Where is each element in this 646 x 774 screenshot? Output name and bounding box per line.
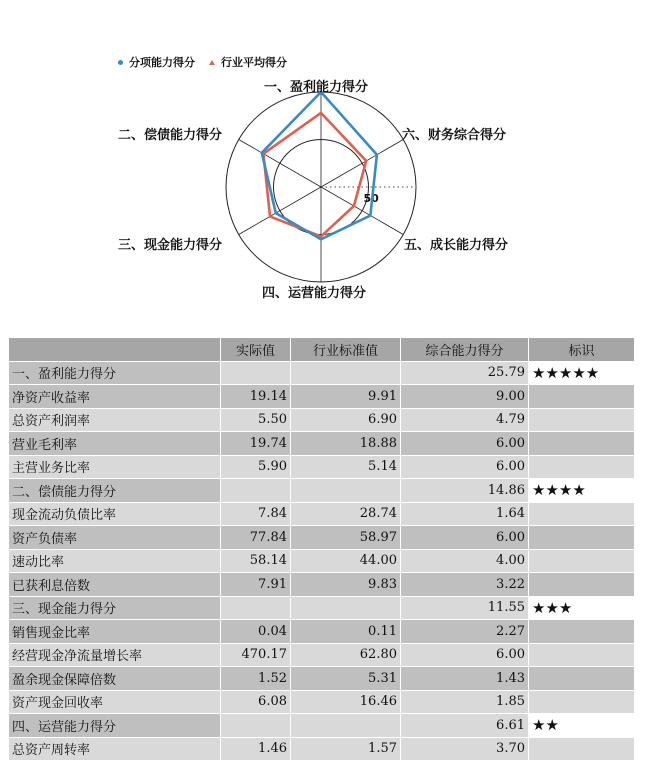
table-row [9, 620, 635, 644]
cell-name: 一、盈利能力得分 [9, 361, 221, 385]
cell-stars [529, 643, 635, 667]
cell-score: 14.86 [401, 479, 529, 503]
cell-actual [221, 596, 291, 620]
header-name [9, 338, 221, 362]
cell-score: 6.00 [401, 455, 529, 479]
cell-name: 现金流动负债比率 [9, 502, 221, 526]
axis-spoke-5 [239, 140, 321, 188]
cell-name: 二、偿债能力得分 [9, 479, 221, 503]
header-actual: 实际值 [221, 338, 291, 362]
cell-score: 1.43 [401, 667, 529, 691]
cell-stars [529, 737, 635, 761]
cell-score: 11.55 [401, 596, 529, 620]
cell-name: 净资产收益率 [9, 385, 221, 409]
score-table [8, 337, 635, 761]
cell-name: 三、现金能力得分 [9, 596, 221, 620]
axis-label-1: 六、财务综合得分 [402, 128, 507, 143]
cell-actual: 19.14 [221, 385, 291, 409]
cell-actual: 7.84 [221, 502, 291, 526]
header-score: 综合能力得分 [401, 338, 529, 362]
cell-score: 6.00 [401, 432, 529, 456]
cell-stars: ★★ [529, 714, 635, 738]
cell-score: 4.00 [401, 549, 529, 573]
cell-stars [529, 408, 635, 432]
table-row [9, 690, 635, 714]
cell-actual: 5.50 [221, 408, 291, 432]
axis-spoke-2 [321, 187, 403, 235]
cell-name: 销售现金比率 [9, 620, 221, 644]
cell-score: 6.61 [401, 714, 529, 738]
axis-label-4: 三、现金能力得分 [118, 238, 223, 253]
cell-standard: 62.80 [291, 643, 401, 667]
cell-standard [291, 361, 401, 385]
table-row [9, 502, 635, 526]
cell-standard: 9.91 [291, 385, 401, 409]
cell-name: 总资产利润率 [9, 408, 221, 432]
legend-label-series-b: 行业平均得分 [221, 56, 287, 69]
cell-standard [291, 596, 401, 620]
cell-standard [291, 479, 401, 503]
table-row [9, 549, 635, 573]
cell-standard: 16.46 [291, 690, 401, 714]
cell-actual: 19.74 [221, 432, 291, 456]
cell-name: 已获利息倍数 [9, 573, 221, 597]
cell-standard: 44.00 [291, 549, 401, 573]
axis-label-5: 二、偿债能力得分 [118, 128, 223, 143]
cell-name: 营业毛利率 [9, 432, 221, 456]
value-axis-tick-label: 50 [363, 192, 379, 205]
cell-name: 主营业务比率 [9, 455, 221, 479]
axis-spoke-4 [239, 187, 321, 235]
cell-actual: 0.04 [221, 620, 291, 644]
cell-standard: 9.83 [291, 573, 401, 597]
cell-stars [529, 573, 635, 597]
cell-stars [529, 667, 635, 691]
cell-stars: ★★★ [529, 596, 635, 620]
cell-score: 2.27 [401, 620, 529, 644]
axis-label-0: 一、盈利能力得分 [264, 80, 369, 95]
cell-actual: 7.91 [221, 573, 291, 597]
table-row [9, 526, 635, 550]
cell-stars [529, 690, 635, 714]
cell-standard: 5.14 [291, 455, 401, 479]
table-row [9, 361, 635, 385]
cell-actual: 1.46 [221, 737, 291, 761]
table-row [9, 385, 635, 409]
cell-score: 3.70 [401, 737, 529, 761]
cell-score: 4.79 [401, 408, 529, 432]
table-row [9, 737, 635, 761]
cell-name: 四、运营能力得分 [9, 714, 221, 738]
radar-chart [0, 0, 646, 330]
table-row [9, 479, 635, 503]
cell-standard: 1.57 [291, 737, 401, 761]
cell-actual: 5.90 [221, 455, 291, 479]
radar-chart-area [0, 0, 646, 330]
cell-standard: 0.11 [291, 620, 401, 644]
table-row [9, 714, 635, 738]
cell-actual: 58.14 [221, 549, 291, 573]
cell-stars: ★★★★★ [529, 361, 635, 385]
series-line-industry-average [263, 113, 366, 236]
cell-stars [529, 432, 635, 456]
table-row [9, 667, 635, 691]
cell-score: 9.00 [401, 385, 529, 409]
cell-standard: 58.97 [291, 526, 401, 550]
cell-name: 经营现金净流量增长率 [9, 643, 221, 667]
cell-score: 1.64 [401, 502, 529, 526]
cell-standard: 6.90 [291, 408, 401, 432]
cell-standard: 28.74 [291, 502, 401, 526]
cell-actual: 6.08 [221, 690, 291, 714]
axis-label-2: 五、成长能力得分 [404, 238, 509, 253]
cell-name: 总资产周转率 [9, 737, 221, 761]
cell-stars [529, 549, 635, 573]
header-stars: 标识 [529, 338, 635, 362]
cell-name: 速动比率 [9, 549, 221, 573]
cell-actual [221, 479, 291, 503]
table-row [9, 573, 635, 597]
cell-score: 6.00 [401, 526, 529, 550]
table-row [9, 408, 635, 432]
table-row [9, 455, 635, 479]
cell-stars [529, 502, 635, 526]
cell-stars [529, 620, 635, 644]
cell-score: 25.79 [401, 361, 529, 385]
header-standard: 行业标准值 [291, 338, 401, 362]
cell-actual: 1.52 [221, 667, 291, 691]
cell-stars [529, 385, 635, 409]
table-row [9, 643, 635, 667]
cell-stars: ★★★★ [529, 479, 635, 503]
cell-score: 3.22 [401, 573, 529, 597]
cell-name: 资产现金回收率 [9, 690, 221, 714]
cell-standard [291, 714, 401, 738]
cell-stars [529, 455, 635, 479]
table-row [9, 596, 635, 620]
cell-actual: 470.17 [221, 643, 291, 667]
table-row [9, 432, 635, 456]
table-header-row [9, 338, 635, 362]
cell-standard: 5.31 [291, 667, 401, 691]
cell-score: 1.85 [401, 690, 529, 714]
cell-actual: 77.84 [221, 526, 291, 550]
cell-standard: 18.88 [291, 432, 401, 456]
legend-label-series-a: 分项能力得分 [129, 56, 195, 69]
cell-score: 6.00 [401, 643, 529, 667]
cell-actual [221, 361, 291, 385]
axis-label-3: 四、运营能力得分 [262, 286, 367, 301]
cell-name: 资产负债率 [9, 526, 221, 550]
cell-name: 盈余现金保障倍数 [9, 667, 221, 691]
cell-actual [221, 714, 291, 738]
cell-stars [529, 526, 635, 550]
